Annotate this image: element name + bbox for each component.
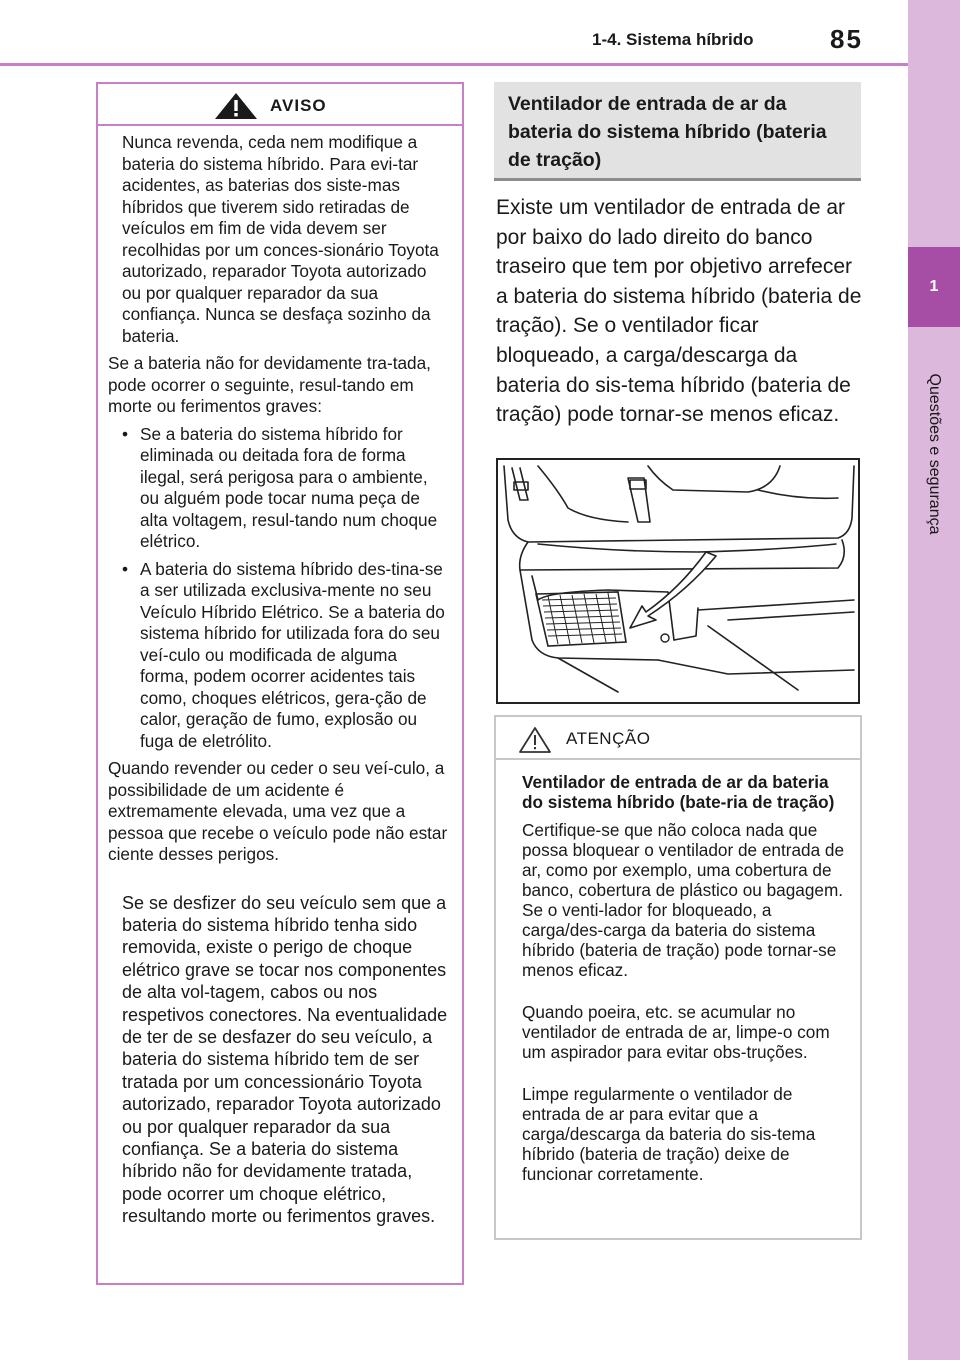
bullet-marker: • (122, 423, 129, 444)
warning-bullet-2-text: A bateria do sistema híbrido des-tina-se a ser utilizada exclusiva-mente no seu Veículo Híbrido Elétrico. Se a bateria do sistema híbrido for utilizada fora do seu veí-culo ou modificada de alguma forma, podem ocorrer acidentes tais como, choques elétricos, gera-ção de calor, geração de fumo, explosão ou fuga de eletrólito. (140, 558, 445, 751)
chapter-side-tab (908, 0, 960, 1360)
warning-paragraph-1: Nunca revenda, ceda nem modifique a bateria do sistema híbrido. Para evi-tar acidentes, as baterias dos siste-mas híbridos que tiverem sido retiradas de veículos em fim de vida devem ser recolhidas por um conces-sionário Toyota autorizado, reparador Toyota autorizado ou por qualquer reparador da sua confiança. Nunca se desfaça sozinho da bateria. (122, 132, 439, 346)
caution-title: ATENÇÃO (566, 729, 651, 748)
warning-title: AVISO (270, 96, 327, 115)
caution-triangle-icon (518, 726, 552, 759)
caution-paragraph-1: Certifique-se que não coloca nada que possa bloquear o ventilador de entrada de ar, como por exemplo, uma cobertura de banco, cobertura de plástico ou bagagem. Se o venti-lador for bloqueado, a carga/des-carga da bateria do sistema híbrido (bateria de tração) pode tornar-se menos eficaz. (522, 820, 845, 980)
header-rule (0, 63, 908, 66)
section-heading: Ventilador de entrada de ar da bateria do sistema híbrido (bateria de tração) (508, 93, 827, 171)
warning-paragraph-3: Quando revender ou ceder o seu veí-culo, a possibilidade de um acidente é extremamente elevada, uma vez que a pessoa que recebe o veículo pode não estar ciente desses perigos. (108, 758, 448, 864)
section-heading-box (494, 82, 861, 181)
caution-paragraph-3: Limpe regularmente o ventilador de entrada de ar para evitar que a carga/descarga da bateria do sis-tema híbrido (bateria de tração) deixe de funcionar corretamente. (522, 1084, 816, 1184)
warning-paragraph-4: Se se desfizer do seu veículo sem que a bateria do sistema híbrido tenha sido removida, existe o perigo de choque elétrico grave se tocar nos componentes de alta vol-tagem, cabos ou nos respetivos conectores. Na eventualidade de ter de se desfazer do seu veículo, a bateria do sistema híbrido tem de ser tratada por um concessionário Toyota autorizado, reparador Toyota autorizado ou por qualquer reparador da sua confiança. Se a bateria do sistema híbrido não for devidamente tratada, pode ocorrer um choque elétrico, resultando morte ou ferimentos graves. (122, 892, 448, 1227)
section-intro: Existe um ventilador de entrada de ar por baixo do lado direito do banco traseiro que tem por objetivo arrefecer a bateria do sistema híbrido (bateria de tração). Se o ventilador ficar bloqueado, a carga/descarga da bateria do sis-tema híbrido (bateria de tração) pode tornar-se menos eficaz. (496, 196, 862, 427)
chapter-label: Questões e segurança (926, 373, 943, 535)
warning-body (98, 132, 462, 1228)
warning-triangle-icon (214, 92, 258, 125)
warning-bullet-1 (108, 424, 448, 553)
air-intake-illustration (496, 458, 860, 704)
section-header-title: 1-4. Sistema híbrido (592, 30, 754, 49)
chapter-number-tab (908, 247, 960, 327)
chapter-number: 1 (929, 278, 939, 295)
warning-bullet-2 (108, 559, 448, 753)
caution-body (496, 760, 860, 1184)
warning-paragraph-2: Se a bateria não for devidamente tra-tada, pode ocorrer o seguinte, resul-tando em morte ou ferimentos graves: (108, 353, 431, 416)
caution-subtitle: Ventilador de entrada de ar da bateria do sistema híbrido (bate-ria de tração) (522, 772, 835, 812)
warning-box (96, 82, 464, 1285)
warning-header (98, 84, 462, 126)
caution-box (494, 715, 862, 1240)
caution-paragraph-2: Quando poeira, etc. se acumular no ventilador de entrada de ar, limpe-o com um aspirador para evitar obs-truções. (522, 1002, 830, 1062)
warning-bullet-1-text: Se a bateria do sistema híbrido for eliminada ou deitada fora de forma ilegal, será perigosa para o ambiente, ou alguém pode tocar numa peça de alta voltagem, resul-tando num choque elétrico. (140, 423, 438, 551)
caution-header (496, 717, 860, 760)
bullet-marker: • (122, 558, 129, 579)
page-number: 85 (830, 24, 863, 54)
